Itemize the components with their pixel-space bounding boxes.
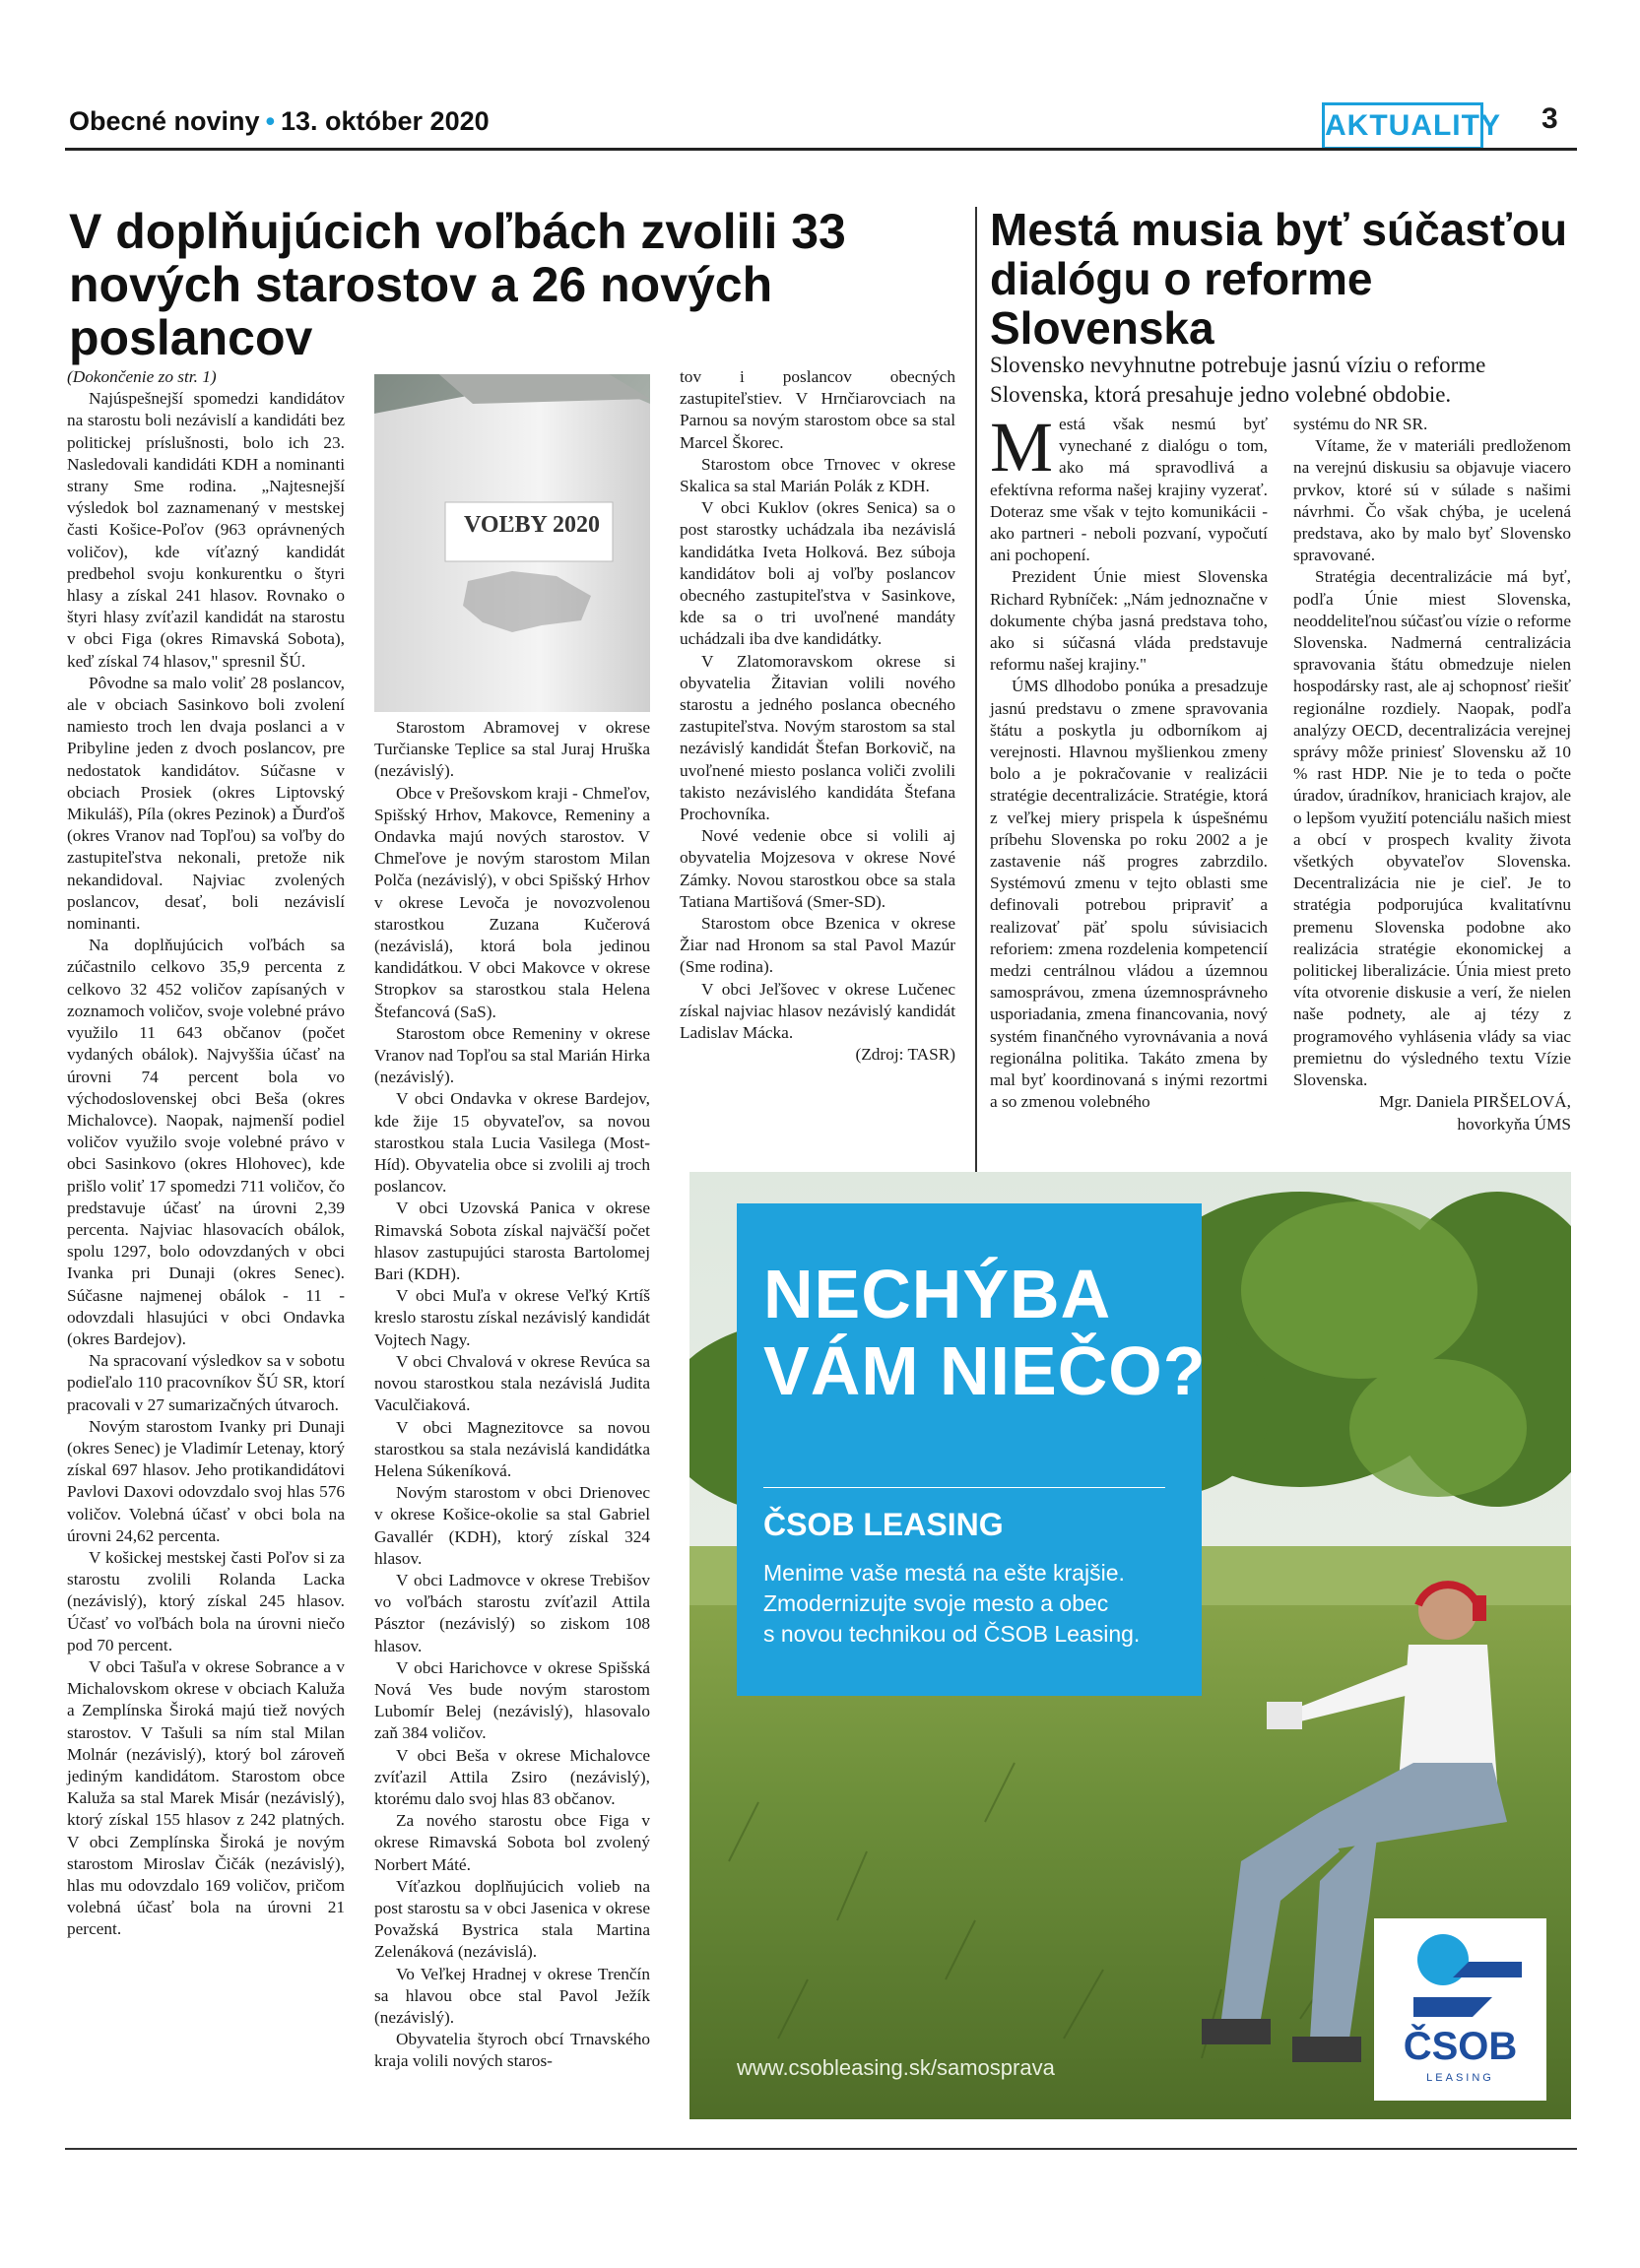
- paragraph: V obci Magnezitovce sa novou starostkou sa stala nezávislá kandidátka Helena Súkeníková.: [374, 1417, 650, 1480]
- paragraph: Starostom obce Bzenica v okrese Žiar nad Hronom sa stal Pavol Mazúr (Sme rodina).: [680, 914, 955, 977]
- paragraph: V obci Harichovce v okrese Spišská Nová Ves bude novým starostom Lubomír Belej (nezávislý), hlasovalo zaň 384 voličov.: [374, 1657, 650, 1743]
- paragraph: Novým starostom Ivanky pri Dunaji (okres Senec) je Vladimír Letenay, ktorý získal 697 hlasov. Jeho protikandidátovi Pavlovi Daxovi odovzdalo svoj hlas 576 voličov. Volebná účasť v obci bola na úrovni 24,62 percenta.: [67, 1416, 345, 1545]
- ad-divider: [763, 1487, 1165, 1488]
- ad-headline-line-2: VÁM NIEČO?: [763, 1332, 1207, 1409]
- right-article-lead: Slovensko nevyhnutne potrebuje jasnú víziu o reforme Slovenska, ktorá presahuje jedno volebné obdobie.: [990, 353, 1486, 407]
- paragraph: V obci Beša v okrese Michalovce zvíťazil Attila Zsiro (nezávislý), ktorému dalo svoj hlas 83 občanov.: [374, 1745, 650, 1808]
- paragraph: Starostom obce Trnovec v okrese Skalica sa stal Marián Polák z KDH.: [680, 454, 955, 496]
- drop-cap: M: [990, 408, 1054, 486]
- paragraph: está však nesmú byť vynechané z dialógu o tom, ako má spravodlivá a efektívna reforma našej krajiny vyzerať. Doteraz sme však v tejto komunikácii - ako partneri - neboli pozvaní, vypočutí ani pochopení.: [990, 415, 1268, 565]
- paragraph: V obci Tašuľa v okrese Sobrance a v Michalovskom okrese v obciach Kaluža a Zemplínska Široká majú tiež nových starostov. V Tašuli sa ním stal Milan Molnár (nezávislý), ktorý bol zároveň jediným kandidátom. Starostom obce Kaluža sa stal Marek Misár (nezávislý), ktorý získal 155 hlasov z 242 platných. V obci Zemplínska Široká je novým starostom Miroslav Čičák (nezávislý), hlas mu odovzdalo 169 voličov, pričom volebná účasť bola na úrovni 21 percent.: [67, 1656, 345, 1939]
- left-article-title: V doplňujúcich voľbách zvolili 33 nových starostov a 26 nových poslancov: [69, 204, 846, 365]
- paragraph: Nové vedenie obce si volili aj obyvatelia Mojzesova v okrese Nové Zámky. Novou starostkou obce sa stala Tatiana Martišová (Smer-SD).: [680, 826, 955, 911]
- ad-headline-line-1: NECHÝBA: [763, 1256, 1112, 1332]
- left-article-column-1: [67, 366, 345, 1941]
- author-role: hovorkyňa ÚMS: [1457, 1114, 1571, 1134]
- paragraph: Starostom Abramovej v okrese Turčianske Teplice sa stal Juraj Hruška (nezávislý).: [374, 718, 650, 781]
- paragraph: Za nového starostu obce Figa v okrese Rimavská Sobota bol zvolený Norbert Máté.: [374, 1811, 650, 1874]
- paragraph: V obci Chvalová v okrese Revúca sa novou starostkou stala nezávislá Judita Vaculčiaková.: [374, 1351, 650, 1415]
- paragraph: Prezident Únie miest Slovenska Richard Rybníček: „Nám jednoznačne v dokumente chýba jasná predstava toho, ako si súčasná vláda predstavuje reformu našej krajiny.": [990, 567, 1268, 675]
- paragraph: V obci Ladmovce v okrese Trebišov vo voľbách starostu zvíťazil Attila Pásztor (nezávislý) so ziskom 108 hlasov.: [374, 1570, 650, 1655]
- ballot-box-image: [374, 374, 650, 712]
- paragraph: ÚMS dlhodobo ponúka a presadzuje jasnú predstavu o zmene spravovania štátu a poskytla ju odborníkom aj verejnosti. Hlavnou myšlienkou zmeny bolo a je pokračovanie v realizácii stratégie decentralizácie. Stratégie, ktorá z veľkej miery prispela k úspešnému príbehu Slovenska po roku 2002 a je zastavenie náš progres zabrzdilo. Systémovú zmenu v tejto oblasti sme definovali potrebou pripraviť a realizovať päť spolu súvisiacich reforiem: zmena rozdelenia kompetencií medzi centrálnou vládou a územnou samosprávou, zmena územnosprávneho usporiadania, zmena financovania, nový systém finančného vyrovnávania a nová regionálna politika. Takáto zmena by mal byť koordinovaná s inými rezortmi a so zmenou volebného: [990, 677, 1268, 1112]
- paragraph: Vo Veľkej Hradnej v okrese Trenčín sa hlavou obce stal Pavol Ježík (nezávislý).: [374, 1964, 650, 2027]
- paragraph: V obci Muľa v okrese Veľký Krtíš kreslo starostu získal nezávislý kandidát Vojtech Nagy.: [374, 1286, 650, 1349]
- column-divider: [975, 207, 977, 1192]
- csob-logo-icon: [1374, 1918, 1546, 2027]
- ad-url: www.csobleasing.sk/samosprava: [737, 2055, 1055, 2080]
- right-article-column-1: [990, 408, 1268, 1114]
- csob-logo-sub: LEASING: [1426, 2072, 1494, 2084]
- ad-body-line-2: Zmodernizujte svoje mesto a obec: [763, 1590, 1109, 1616]
- ad-body-line-1: Menime vaše mestá na ešte krajšie.: [763, 1560, 1125, 1586]
- right-article-title: Mestá musia byť súčasťou dialógu o reforme Slovenska: [990, 204, 1568, 354]
- page-number: 3: [1542, 102, 1558, 135]
- csob-leasing-advertisement: [689, 1172, 1571, 2119]
- ad-brand: ČSOB LEASING: [763, 1507, 1004, 1542]
- paragraph: Novým starostom v obci Drienovec v okrese Košice-okolie sa stal Gabriel Gavallér (KDH), ktorý získal 324 hlasov.: [374, 1483, 650, 1568]
- ad-body: [763, 1558, 1140, 1650]
- csob-logo-text: ČSOB: [1403, 2025, 1518, 2068]
- paragraph: V obci Jeľšovec v okrese Lučenec získal najviac hlasov nezávislý kandidát Ladislav Mácka.: [680, 979, 955, 1043]
- csob-logo-box: [1374, 1918, 1546, 2101]
- paragraph: Víťazkou doplňujúcich volieb na post starostu sa v obci Jasenica v okrese Považská Bystrica stala Martina Zelenáková (nezávislá).: [374, 1876, 650, 1962]
- paragraph: Starostom obce Remeniny v okrese Vranov nad Topľou sa stal Marián Hirka (nezávislý).: [374, 1023, 650, 1087]
- left-article-column-2: [374, 717, 650, 2073]
- continued-note: (Dokončenie zo str. 1): [67, 367, 217, 386]
- paragraph: Vítame, že v materiáli predloženom na verejnú diskusiu sa objavuje viacero prvkov, ktoré sú v súlade s našimi návrhmi. Čo však chýba, je ucelená predstava, ako by malo byť Slovensko spravované.: [1293, 436, 1571, 565]
- bullet-dot: •: [265, 106, 276, 136]
- paragraph: V Zlatomoravskom okrese si obyvatelia Žitavian volili nového starostu a jedného poslanca obecného zastupiteľstva. Novým starostom sa stal nezávislý kandidát Štefan Borkovič, na uvoľnené miesto poslanca voliči zvolili takisto nezávislého kandidáta Štefana Prochovníka.: [680, 651, 955, 824]
- masthead: [69, 106, 490, 137]
- paragraph: V obci Ondavka v okrese Bardejov, kde žije 15 obyvateľov, sa novou starostkou stala Lucia Vasilega (Most-Híd). Obyvatelia obce si zvolili aj troch poslancov.: [374, 1089, 650, 1197]
- paragraph: systému do NR SR.: [1293, 415, 1428, 433]
- paragraph: Obce v Prešovskom kraji - Chmeľov, Spišský Hrhov, Makovce, Remeniny a Ondavka majú nových starostov. V Chmeľove je novým starostom Milan Polča (nezávislý), v obci Spišský Hrhov v okrese Levoča je novozvolenou starostkou Zuzana Kučerová (nezávislá), ktorá bola jedinou kandidátkou. V obci Makovce v okrese Stropkov sa starostkou stala Helena Štefancová (SaS).: [374, 783, 650, 1021]
- section-label: AKTUALITY: [1322, 102, 1483, 150]
- author-signature: Mgr. Daniela PIRŠELOVÁ,: [1379, 1092, 1571, 1112]
- paragraph: Na spracovaní výsledkov sa v sobotu podieľalo 110 pracovníkov ŠÚ SR, ktorí pracovali v 27 sumarizačných útvaroch.: [67, 1351, 345, 1414]
- paragraph: Najúspešnejší spomedzi kandidátov na starostu boli nezávislí a kandidáti bez politickej príslušnosti, bolo ich 23. Nasledovali kandidáti KDH a nominanti strany Sme rodina. „Najtesnejší výsledok bol zaznamenaný v mestskej časti Košice-Poľov (963 oprávnených voličov), kde víťazný kandidát predbehol svoju konkurentku o štyri hlasy a získal 241 hlasov. Rovnako o štyri hlasy zvíťazil kandidát na starostu v obci Figa (okres Rimavská Sobota), keď získal 74 hlasov," spresnil ŠÚ.: [67, 389, 345, 671]
- article-source: (Zdroj: TASR): [855, 1045, 955, 1065]
- footer-rule: [65, 2148, 1577, 2150]
- paragraph: Stratégia decentralizácie má byť, podľa Únie miest Slovenska, neoddeliteľnou súčasťou vízie o reforme Slovenska. Nadmerná centralizácia spravovania štátu obmedzuje nielen hospodársky rast, ale aj schopnosť riešiť regionálne rozdiely. Naopak, podľa analýzy OECD, decentralizácia verejnej správy môže priniesť Slovensku až 10 % rast HDP. Nie je to teda o počte úradov, úradníkov, hraniciach krajov, ale o lepšom využití potenciálu našich miest a obcí v prospech kvality života všetkých obyvateľov Slovenska. Decentralizácia nie je cieľ. Je to stratégia podporujúca kvalitatívnu premenu Slovenska podobne ako realizácia stratégie ekonomickej a politickej liberalizácie. Únia miest preto víta otvorenie diskusie a verí, že nielen naše podnety, ale aj tézy z programového vyhlásenia vlády sa viac premietnu do výsledného textu Vízie Slovenska.: [1293, 567, 1571, 1090]
- paragraph: V košickej mestskej časti Poľov si za starostu zvolili Rolanda Lacka (nezávislý), ktorý získal 245 hlasov. Účasť vo voľbách bola na úrovni niečo pod 70 percent.: [67, 1547, 345, 1654]
- paragraph: Pôvodne sa malo voliť 28 poslancov, ale v obciach Sasinkovo boli zvolení namiesto troch len dvaja poslanci a v Pribyline jeden z dvoch poslancov, pre nedostatok kandidátov. Súčasne v obciach Prosiek (okres Liptovský Mikuláš), Píla (okres Pezinok) a Ďurďoš (okres Vranov nad Topľou) sa voľby do zastupiteľstva nekonali, pretože nik nekandidoval. Najviac zvolených poslancov, desať, boli nezávislí nominanti.: [67, 673, 345, 934]
- issue-date: 13. október 2020: [281, 106, 490, 136]
- photo-caption-text: VOĽBY 2020: [464, 512, 600, 538]
- paper-name: Obecné noviny: [69, 106, 260, 136]
- ballot-box-photo: [374, 374, 650, 712]
- paragraph: V obci Uzovská Panica v okrese Rimavská Sobota získal najväčší počet hlasov zastupujúci starosta Bartolomej Bari (KDH).: [374, 1199, 650, 1284]
- left-article-column-3: [680, 366, 955, 1067]
- ad-headline: [763, 1256, 1206, 1409]
- header-rule: [65, 148, 1577, 151]
- ad-body-line-3: s novou technikou od ČSOB Leasing.: [763, 1621, 1141, 1647]
- paragraph: Obyvatelia štyroch obcí Trnavského kraja volili nových staros-: [374, 2030, 650, 2071]
- right-article-column-2: [1293, 414, 1571, 1135]
- paragraph: V obci Kuklov (okres Senica) sa o post starostky uchádzala iba nezávislá kandidátka Iveta Holková. Bez súboja kandidátov boli aj voľby poslancov obecného zastupiteľstva v Sasinkove, kde sa o tri uvoľnené mandáty uchádzali iba dve kandidátky.: [680, 498, 955, 649]
- paragraph: Na doplňujúcich voľbách sa zúčastnilo celkovo 35,9 percenta z celkovo 32 452 voličov zapísaných v zoznamoch voličov, svoje volebné právo využilo 11 643 občanov (počet vydaných obálok). Najvyššia účasť na úrovni 74 percent bola vo východoslovenskej obci Beša (okres Michalovce). Naopak, najmenší podiel voličov využilo svoje volebné právo v obci Sasinkovo (okres Hlohovec), kde prišlo voliť 17 spomedzi 711 voličov, čo predstavuje účasť na úrovni 2,39 percenta. Najviac hlasovacích obálok, spolu 1297, bolo odovzdaných v obci Ivanka pri Dunaji (okres Senec). Súčasne najmenej obálok - 11 - odovzdali hlasujúci v obci Ondavka (okres Bardejov).: [67, 936, 345, 1348]
- paragraph: tov i poslancov obecných zastupiteľstiev. V Hrnčiarovciach na Parnou sa novým starostom obce sa stal Marcel Škorec.: [680, 367, 955, 452]
